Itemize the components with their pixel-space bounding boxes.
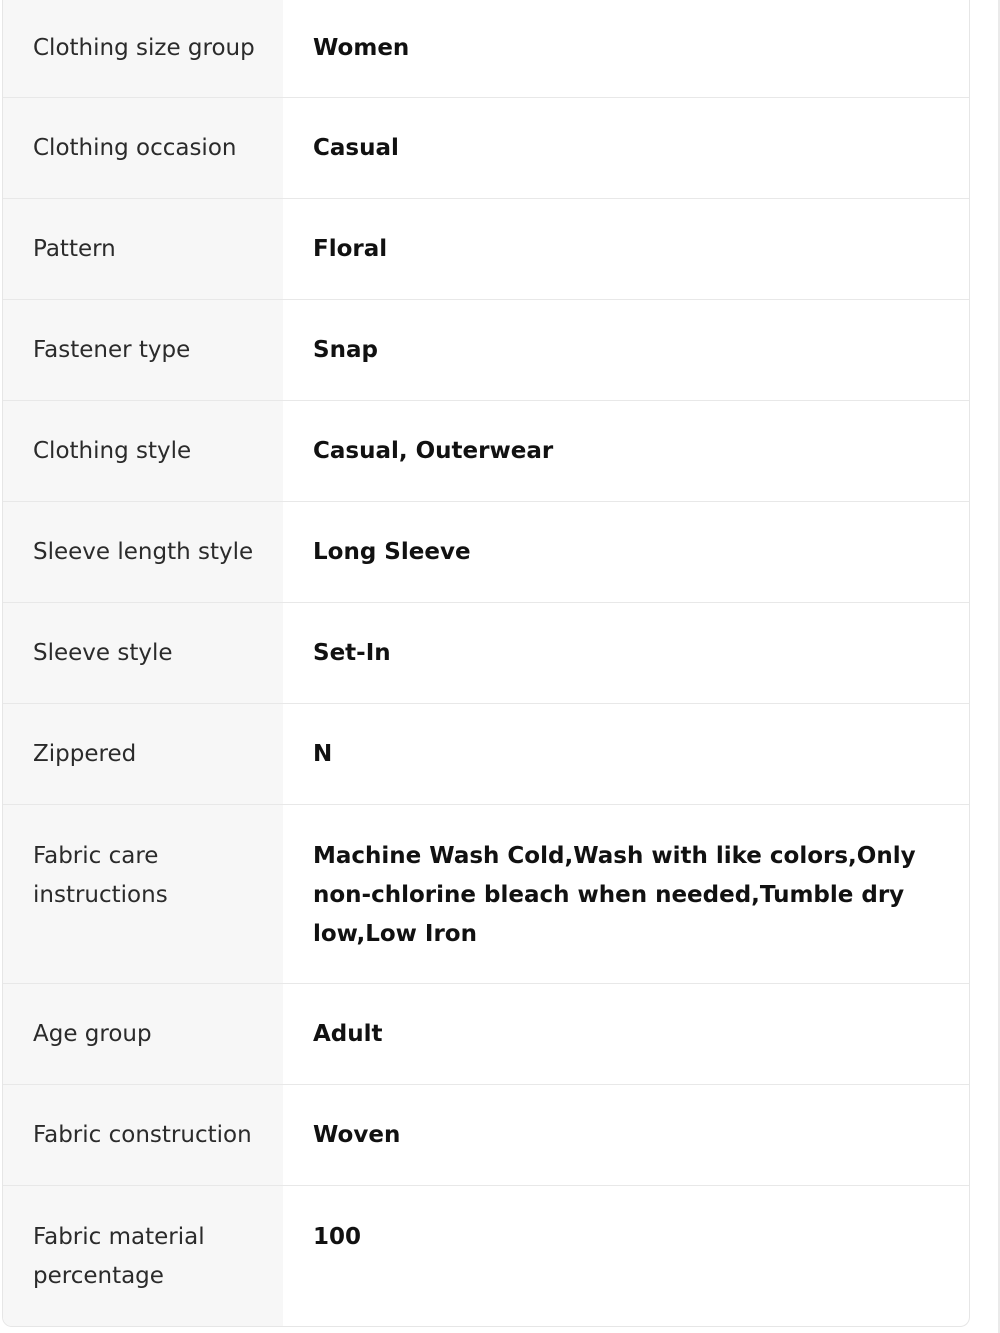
spec-label: Clothing style [3,401,283,501]
spec-value: N [313,740,333,767]
spec-label: Pattern [3,199,283,299]
spec-label: Clothing occasion [3,98,283,198]
spec-label: Sleeve style [3,603,283,703]
spec-row-fabric-care-instructions [3,805,969,984]
spec-value: Machine Wash Cold,Wash with like colors,Only non-chlorine bleach when needed,Tumble dry low,Low Iron [313,843,916,947]
spec-row-clothing-style [3,401,969,502]
spec-row-clothing-occasion [3,98,969,199]
spec-label: Clothing size group [3,0,283,97]
spec-row-fabric-construction [3,1085,969,1186]
spec-value: Casual, Outerwear [313,437,554,464]
spec-value: Set-In [313,639,391,666]
spec-label: Zippered [3,704,283,804]
spec-label: Fabric construction [3,1085,283,1185]
spec-value: Long Sleeve [313,538,471,565]
spec-value: 100 [313,1224,362,1250]
spec-row-zippered [3,704,969,805]
spec-row-sleeve-length-style [3,502,969,603]
spec-value: Casual [313,134,399,161]
spec-label: Fastener type [3,300,283,400]
spec-row-pattern [3,199,969,300]
spec-value: Women [313,35,410,61]
spec-value: Snap [313,336,378,363]
spec-row-sleeve-style [3,603,969,704]
spec-row-age-group [3,984,969,1085]
spec-value: Floral [313,235,388,262]
spec-label: Fabric care instructions [3,805,283,983]
spec-row-fastener-type [3,300,969,401]
spec-row-clothing-size-group [3,0,969,98]
specifications-table [2,0,970,1327]
spec-row-fabric-material-percentage [3,1186,969,1326]
spec-value: Adult [313,1020,383,1047]
spec-value: Woven [313,1121,401,1148]
spec-label: Fabric material percentage [3,1186,283,1326]
spec-label: Age group [3,984,283,1084]
spec-label: Sleeve length style [3,502,283,602]
